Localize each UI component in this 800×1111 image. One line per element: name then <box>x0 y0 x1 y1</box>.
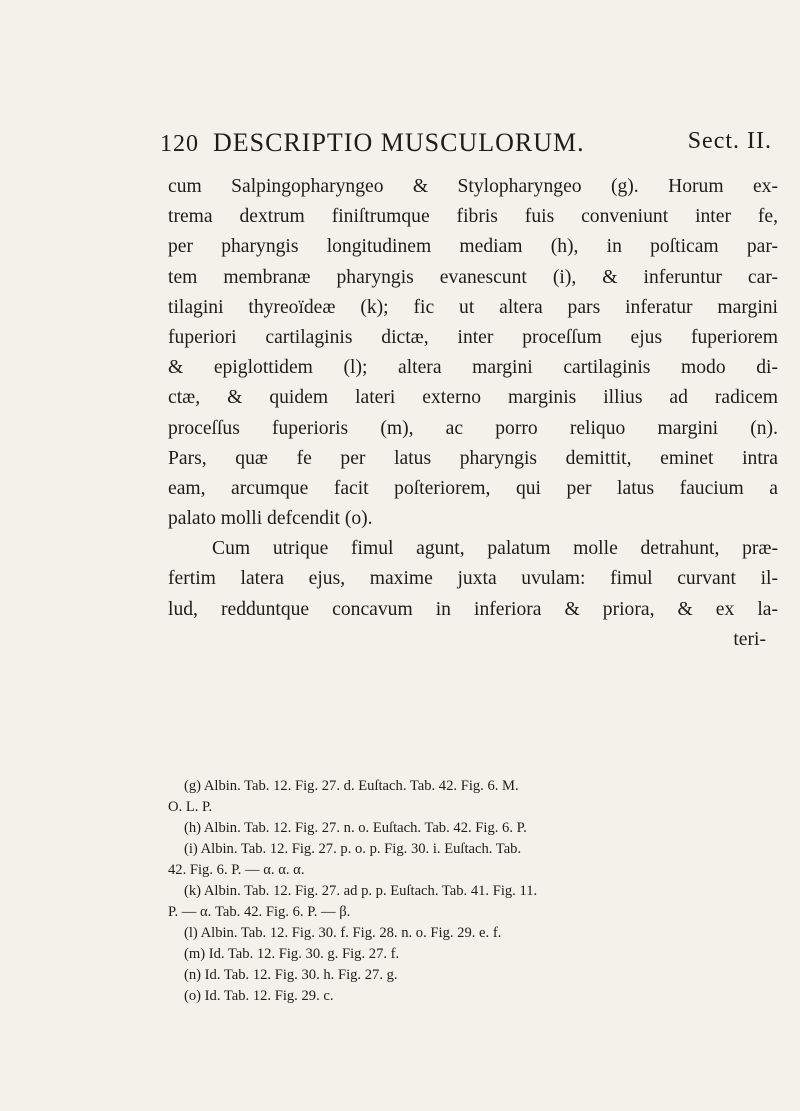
catchword: teri- <box>733 628 766 650</box>
text-line: per pharyngis longitudinem mediam (h), in poſticam par- <box>168 236 778 258</box>
text-line: tilagini thyreoïdeæ (k); fic ut altera pars inferatur margini <box>168 296 778 318</box>
footnote: 42. Fig. 6. P. — α. α. α. <box>168 862 305 878</box>
footnote: (o) Id. Tab. 12. Fig. 29. c. <box>184 988 334 1004</box>
footnote: (g) Albin. Tab. 12. Fig. 27. d. Euſtach. Tab. 42. Fig. 6. M. <box>184 778 519 794</box>
footnote: (m) Id. Tab. 12. Fig. 30. g. Fig. 27. f. <box>184 946 400 962</box>
footnote: (k) Albin. Tab. 12. Fig. 27. ad p. p. Euſtach. Tab. 41. Fig. 11. <box>184 883 538 899</box>
footnote: (h) Albin. Tab. 12. Fig. 27. n. o. Euſtach. Tab. 42. Fig. 6. P. <box>184 820 527 836</box>
text-line: trema dextrum finiſtrumque fibris fuis conveniunt inter fe, <box>168 206 778 228</box>
text-line: Cum utrique fimul agunt, palatum molle detrahunt, præ- <box>212 538 778 560</box>
text-line: proceſſus fuperioris (m), ac porro reliquo margini (n). <box>168 417 778 439</box>
footnote: O. L. P. <box>168 799 213 815</box>
text-line: ctæ, & quidem lateri externo marginis illius ad radicem <box>168 387 778 409</box>
text-line: cum Salpingopharyngeo & Stylopharyngeo (g). Horum ex- <box>168 176 778 197</box>
section-label: Sect. II. <box>687 128 772 154</box>
text-line: lud, redduntque concavum in inferiora & priora, & ex la- <box>168 598 778 620</box>
text-line: eam, arcumque facit poſteriorem, qui per latus faucium a <box>168 477 778 499</box>
text-line: fuperiori cartilaginis dictæ, inter proceſſum ejus fuperiorem <box>168 326 778 348</box>
text-line: & epiglottidem (l); altera margini cartilaginis modo di- <box>168 357 778 379</box>
footnote: P. — α. Tab. 42. Fig. 6. P. — β. <box>168 904 351 920</box>
footnotes <box>168 776 778 1007</box>
running-header <box>160 128 780 160</box>
text-line: tem membranæ pharyngis evanescunt (i), & inferuntur car- <box>168 266 778 288</box>
text-line: fertim latera ejus, maxime juxta uvulam: fimul curvant il- <box>168 568 778 590</box>
footnote: (n) Id. Tab. 12. Fig. 30. h. Fig. 27. g. <box>184 967 398 983</box>
page-number: 120 <box>160 131 199 157</box>
footnote: (i) Albin. Tab. 12. Fig. 27. p. o. p. Fig. 30. i. Euſtach. Tab. <box>184 841 522 857</box>
text-line: palato molli defcendit (o). <box>168 508 373 530</box>
main-text <box>168 172 778 655</box>
running-title: DESCRIPTIO MUSCULORUM. <box>213 128 585 157</box>
text-line: Pars, quæ fe per latus pharyngis demittit, eminet intra <box>168 447 778 469</box>
footnote: (l) Albin. Tab. 12. Fig. 30. f. Fig. 28. n. o. Fig. 29. e. f. <box>184 925 502 941</box>
